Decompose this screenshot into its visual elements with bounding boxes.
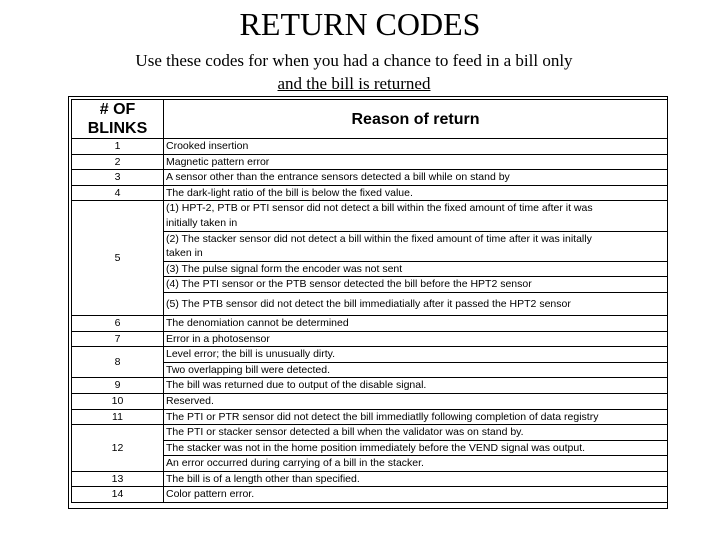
header-blinks-line2: BLINKS bbox=[87, 120, 148, 137]
blink-count: 8 bbox=[72, 347, 164, 378]
reason-text: The PTI or stacker sensor detected a bill when the validator was on stand by. bbox=[164, 425, 668, 441]
reason-text: (4) The PTI sensor or the PTB sensor detected the bill before the HPT2 sensor bbox=[164, 277, 668, 293]
reason-text: taken in bbox=[164, 246, 668, 261]
reason-text: The denomiation cannot be determined bbox=[164, 315, 668, 331]
blink-count: 13 bbox=[72, 471, 164, 487]
blink-count: 7 bbox=[72, 331, 164, 347]
reason-text: The PTI or PTR sensor did not detect the bill immediatlly following completion of data registry bbox=[164, 409, 668, 425]
blink-count: 3 bbox=[72, 170, 164, 186]
table-row bbox=[72, 425, 668, 441]
reason-text: (1) HPT-2, PTB or PTI sensor did not detect a bill within the fixed amount of time after it was bbox=[164, 201, 668, 216]
table-row bbox=[72, 331, 668, 347]
reason-text: Reserved. bbox=[164, 393, 668, 409]
header-reason: Reason of return bbox=[164, 100, 668, 139]
reason-text: The bill is of a length other than specified. bbox=[164, 471, 668, 487]
table-row bbox=[72, 487, 668, 503]
reason-text: initially taken in bbox=[164, 216, 668, 231]
blink-count: 4 bbox=[72, 185, 164, 201]
table-header-row bbox=[72, 100, 668, 139]
subtitle-line-1: Use these codes for when you had a chance to feed in a bill only bbox=[135, 51, 573, 70]
reason-text: A sensor other than the entrance sensors detected a bill while on stand by bbox=[164, 170, 668, 186]
table-row bbox=[72, 185, 668, 201]
table-row bbox=[72, 409, 668, 425]
blink-count: 5 bbox=[72, 201, 164, 316]
reason-text: An error occurred during carrying of a bill in the stacker. bbox=[164, 456, 668, 472]
blink-count: 10 bbox=[72, 393, 164, 409]
subtitle-line-2: and the bill is returned bbox=[277, 74, 431, 93]
page-title: RETURN CODES bbox=[239, 6, 481, 42]
table-row bbox=[72, 170, 668, 186]
reason-text: (2) The stacker sensor did not detect a bill within the fixed amount of time after it was initally bbox=[164, 231, 668, 246]
return-codes-sheet bbox=[68, 96, 668, 509]
reason-text: The dark-light ratio of the bill is below the fixed value. bbox=[164, 185, 668, 201]
blink-count: 12 bbox=[72, 425, 164, 472]
reason-text: Magnetic pattern error bbox=[164, 154, 668, 170]
table-row bbox=[72, 393, 668, 409]
reason-text: Color pattern error. bbox=[164, 487, 668, 503]
table-body bbox=[72, 139, 668, 503]
return-codes-table bbox=[71, 99, 668, 503]
blink-count: 6 bbox=[72, 315, 164, 331]
table-row bbox=[72, 201, 668, 216]
table-row bbox=[72, 471, 668, 487]
table-row bbox=[72, 347, 668, 363]
reason-text: Two overlapping bill were detected. bbox=[164, 362, 668, 378]
header-blinks bbox=[72, 100, 164, 139]
reason-text: Crooked insertion bbox=[164, 139, 668, 155]
table-row bbox=[72, 378, 668, 394]
reason-text: The bill was returned due to output of the disable signal. bbox=[164, 378, 668, 394]
reason-text: (5) The PTB sensor did not detect the bill immediatially after it passed the HPT2 sensor bbox=[164, 292, 668, 315]
table-row bbox=[72, 315, 668, 331]
reason-text: Level error; the bill is unusually dirty. bbox=[164, 347, 668, 363]
reason-text: The stacker was not in the home position immediately before the VEND signal was output. bbox=[164, 440, 668, 456]
blink-count: 11 bbox=[72, 409, 164, 425]
blink-count: 14 bbox=[72, 487, 164, 503]
blink-count: 9 bbox=[72, 378, 164, 394]
blink-count: 1 bbox=[72, 139, 164, 155]
reason-text: (3) The pulse signal form the encoder was not sent bbox=[164, 261, 668, 277]
table-row bbox=[72, 154, 668, 170]
reason-text: Error in a photosensor bbox=[164, 331, 668, 347]
header-blinks-line1: # OF bbox=[99, 101, 136, 118]
table-row bbox=[72, 139, 668, 155]
blink-count: 2 bbox=[72, 154, 164, 170]
